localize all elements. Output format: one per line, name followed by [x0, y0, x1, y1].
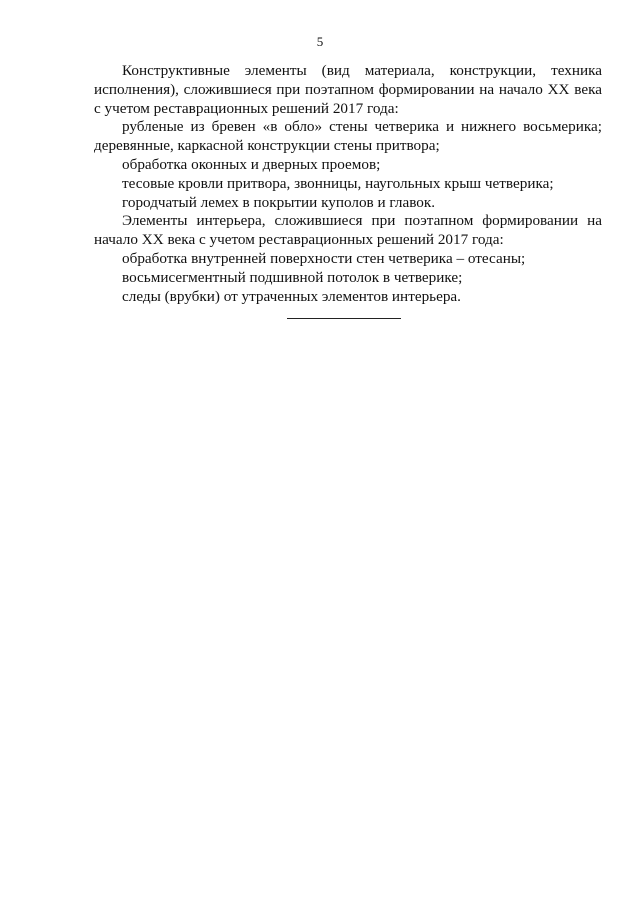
end-separator-line [287, 318, 401, 319]
paragraph-window-door-openings: обработка оконных и дверных проемов; [122, 155, 381, 173]
paragraph-ploughshare-cladding: городчатый лемех в покрытии куполов и главок. [122, 193, 436, 211]
paragraph-interior-elements-intro: Элементы интерьера, сложившиеся при поэтапном формировании на начало XX века с учетом реставрационных решений 2017 года: [94, 212, 602, 249]
paragraph-wall-surface-treatment: обработка внутренней поверхности стен четверика – отесаны; [122, 249, 526, 267]
paragraph-plank-roofs: тесовые кровли притвора, звонницы, наугольных крыш четверика; [122, 174, 554, 192]
paragraph-log-walls: рубленые из бревен «в обло» стены четверика и нижнего восьмерика; деревянные, каркасной конструкции стены притвора; [94, 118, 602, 155]
page-number: 5 [316, 34, 324, 49]
paragraph-eight-segment-ceiling: восьмисегментный подшивной потолок в четверике; [122, 268, 463, 286]
document-body [94, 62, 602, 306]
paragraph-lost-interior-traces: следы (врубки) от утраченных элементов интерьера. [122, 287, 461, 305]
paragraph-structural-elements-intro: Конструктивные элементы (вид материала, конструкции, техника исполнения), сложившиеся при поэтапном формировании на начало XX века с учетом реставрационных решений 2017 года: [94, 62, 602, 117]
